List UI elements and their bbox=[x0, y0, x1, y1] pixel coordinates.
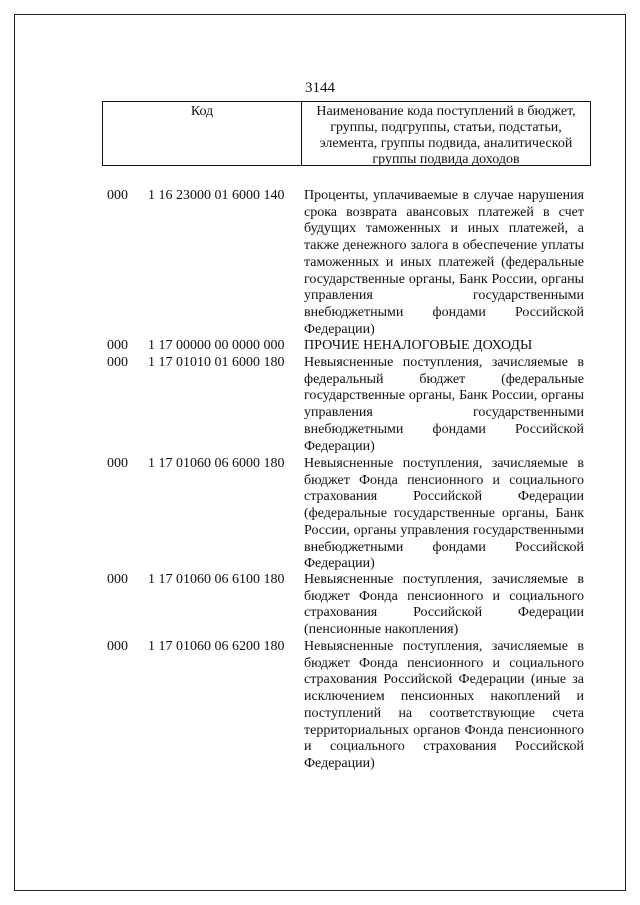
income-name: Невыясненные поступления, зачисляемые в бюджет Фонда пенсионного и социального страхования Российской Федерации (иные за исключением пенсионных накоплений и поступлений на соответствующие счета территориальных органов Фонда пенсионного и социального страхования Российской Федерации) bbox=[304, 639, 584, 771]
admin-code: 000 bbox=[107, 188, 128, 203]
admin-code: 000 bbox=[107, 639, 128, 654]
income-code: 1 16 23000 01 6000 140 bbox=[148, 188, 285, 203]
header-name-label: Наименование кода поступлений в бюджет, группы, подгруппы, статьи, подстатьи, элемента, группы подвида, аналитической группы подвида доходов bbox=[316, 104, 576, 167]
income-name: ПРОЧИЕ НЕНАЛОГОВЫЕ ДОХОДЫ bbox=[304, 338, 533, 353]
income-name: Невыясненные поступления, зачисляемые в федеральный бюджет (федеральные государственные органы, Банк России, органы управления государственными внебюджетными фондами Российской Федерации) bbox=[304, 355, 584, 454]
admin-code: 000 bbox=[107, 355, 128, 370]
income-code: 1 17 01060 06 6100 180 bbox=[148, 572, 285, 587]
income-name: Невыясненные поступления, зачисляемые в бюджет Фонда пенсионного и социального страхования Российской Федерации (федеральные государственные органы, Банк России, органы управления государственными внебюджетными фондами Российской Федерации) bbox=[304, 456, 584, 572]
income-name: Невыясненные поступления, зачисляемые в бюджет Фонда пенсионного и социального страхования Российской Федерации (пенсионные накопления) bbox=[304, 572, 584, 638]
income-code: 1 17 01060 06 6000 180 bbox=[148, 456, 285, 471]
income-code: 1 17 01060 06 6200 180 bbox=[148, 639, 285, 654]
header-code-label: Код bbox=[103, 102, 302, 165]
admin-code: 000 bbox=[107, 456, 128, 471]
income-code: 1 17 00000 00 0000 000 bbox=[148, 338, 285, 353]
table-header bbox=[102, 101, 591, 166]
income-name: Проценты, уплачиваемые в случае нарушения срока возврата авансовых платежей в счет будущих таможенных и иных платежей, а также денежного залога в обеспечение уплаты таможенных и иных платежей (федеральные государственные органы, Банк России, органы управления государственными внебюджетными фондами Российской Федерации) bbox=[304, 188, 584, 337]
admin-code: 000 bbox=[107, 572, 128, 587]
admin-code: 000 bbox=[107, 338, 128, 353]
income-code: 1 17 01010 01 6000 180 bbox=[148, 355, 285, 370]
page-number: 3144 bbox=[305, 80, 335, 96]
